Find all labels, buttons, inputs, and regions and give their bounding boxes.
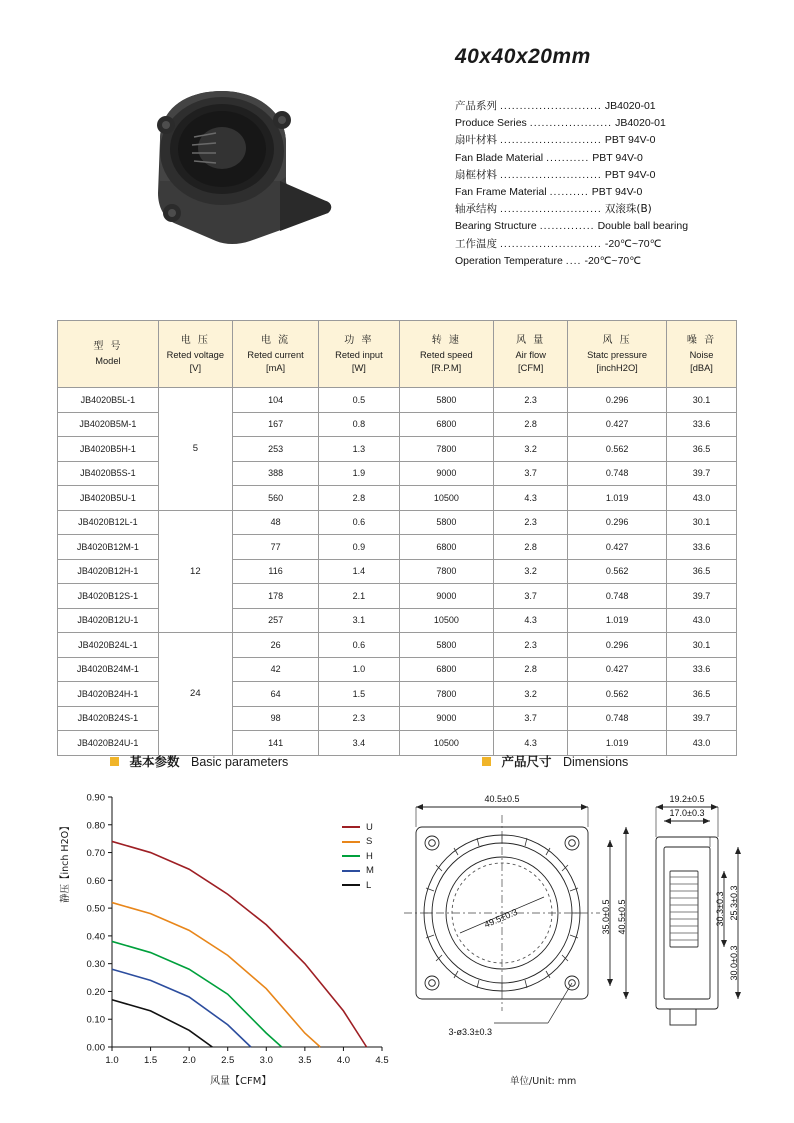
cell-speed: 6800 bbox=[399, 657, 494, 682]
cell-current: 560 bbox=[232, 486, 318, 511]
cell-pressure: 1.019 bbox=[568, 608, 667, 633]
spec-label: 扇叶材料 bbox=[455, 134, 497, 147]
cell-current: 77 bbox=[232, 535, 318, 560]
cell-current: 178 bbox=[232, 584, 318, 609]
spec-row bbox=[455, 184, 688, 201]
col-pressure-en: Statc pressure bbox=[587, 349, 648, 360]
cell-pressure: 1.019 bbox=[568, 731, 667, 756]
cell-noise: 39.7 bbox=[666, 461, 736, 486]
cell-current: 48 bbox=[232, 510, 318, 535]
spec-list bbox=[455, 98, 688, 270]
legend-line-icon bbox=[342, 884, 360, 886]
table-row bbox=[58, 388, 737, 413]
cell-voltage: 12 bbox=[158, 510, 232, 633]
dim-front-width: 40.5±0.5 bbox=[484, 794, 520, 804]
spec-value: PBT 94V-0 bbox=[604, 168, 656, 181]
dimension-drawings bbox=[398, 785, 748, 1095]
cell-airflow: 2.8 bbox=[494, 657, 568, 682]
col-noise bbox=[666, 321, 736, 388]
chart-x-tick: 4.0 bbox=[336, 1055, 351, 1066]
cell-current: 42 bbox=[232, 657, 318, 682]
cell-current: 104 bbox=[232, 388, 318, 413]
table-row bbox=[58, 510, 737, 535]
chart-x-tick: 4.5 bbox=[375, 1055, 389, 1066]
col-input-en: Reted input bbox=[335, 349, 383, 360]
chart-x-axis-label: 风量【CFM】 bbox=[210, 1076, 272, 1087]
chart-series-M bbox=[112, 969, 251, 1047]
dim-side-width-inner: 17.0±0.3 bbox=[669, 808, 705, 818]
cell-model: JB4020B24L-1 bbox=[58, 633, 159, 658]
cell-pressure: 0.748 bbox=[568, 461, 667, 486]
cell-input: 0.8 bbox=[319, 412, 399, 437]
spec-dots: .... bbox=[565, 254, 582, 267]
chart-x-tick: 3.5 bbox=[298, 1055, 312, 1066]
cell-noise: 36.5 bbox=[666, 437, 736, 462]
cell-model: JB4020B12H-1 bbox=[58, 559, 159, 584]
cell-model: JB4020B5L-1 bbox=[58, 388, 159, 413]
cell-model: JB4020B12U-1 bbox=[58, 608, 159, 633]
cell-noise: 30.1 bbox=[666, 510, 736, 535]
legend-line-icon bbox=[342, 826, 360, 828]
col-speed bbox=[399, 321, 494, 388]
cell-pressure: 0.562 bbox=[568, 437, 667, 462]
col-speed-unit: [R.P.M] bbox=[431, 362, 462, 373]
col-noise-en: Noise bbox=[689, 349, 714, 360]
chart-series-L bbox=[112, 1000, 212, 1047]
cell-model: JB4020B12L-1 bbox=[58, 510, 159, 535]
page-title: 40x40x20mm bbox=[455, 45, 591, 68]
spec-value: Double ball bearing bbox=[597, 220, 689, 233]
spec-row bbox=[455, 253, 688, 270]
cell-pressure: 0.562 bbox=[568, 559, 667, 584]
col-voltage-unit: [V] bbox=[189, 362, 202, 373]
chart-y-axis-label: 静压【inch H2O】 bbox=[60, 821, 71, 903]
cell-input: 2.8 bbox=[319, 486, 399, 511]
dim-front-height-inner: 35.0±0.5 bbox=[601, 899, 611, 935]
cell-noise: 39.7 bbox=[666, 584, 736, 609]
cell-speed: 10500 bbox=[399, 731, 494, 756]
cell-noise: 43.0 bbox=[666, 486, 736, 511]
cell-speed: 9000 bbox=[399, 584, 494, 609]
legend-label: U bbox=[366, 821, 373, 833]
cell-pressure: 0.748 bbox=[568, 706, 667, 731]
cell-noise: 33.6 bbox=[666, 535, 736, 560]
cell-voltage: 5 bbox=[158, 388, 232, 511]
spec-row bbox=[455, 98, 688, 115]
chart-x-tick: 2.5 bbox=[221, 1055, 235, 1066]
chart-y-tick: 0.50 bbox=[86, 903, 105, 915]
cell-airflow: 2.3 bbox=[494, 388, 568, 413]
col-airflow-en: Air flow bbox=[515, 349, 546, 360]
specification-table bbox=[57, 320, 737, 756]
spec-dots: .......................... bbox=[500, 237, 602, 250]
cell-airflow: 3.2 bbox=[494, 682, 568, 707]
dim-side-width-outer: 19.2±0.5 bbox=[669, 794, 705, 804]
cell-input: 1.3 bbox=[319, 437, 399, 462]
performance-chart bbox=[60, 785, 400, 1095]
spec-row bbox=[455, 218, 688, 235]
chart-y-tick: 0.70 bbox=[86, 848, 105, 860]
cell-speed: 5800 bbox=[399, 510, 494, 535]
col-model-cn: 型 号 bbox=[93, 341, 123, 352]
spec-row bbox=[455, 167, 688, 184]
chart-y-tick: 0.10 bbox=[86, 1014, 105, 1026]
cell-speed: 5800 bbox=[399, 633, 494, 658]
section-title-en: Basic parameters bbox=[190, 755, 289, 769]
cell-airflow: 3.7 bbox=[494, 461, 568, 486]
cell-airflow: 2.8 bbox=[494, 412, 568, 437]
cell-noise: 43.0 bbox=[666, 731, 736, 756]
cell-airflow: 4.3 bbox=[494, 731, 568, 756]
bullet-square-icon bbox=[482, 757, 491, 766]
spec-label: 扇框材料 bbox=[455, 168, 497, 181]
chart-y-tick: 0.20 bbox=[86, 986, 105, 998]
legend-label: M bbox=[366, 865, 374, 877]
cell-input: 1.9 bbox=[319, 461, 399, 486]
chart-y-tick: 0.80 bbox=[86, 820, 105, 832]
chart-y-tick: 0.90 bbox=[86, 792, 105, 804]
legend-item-L bbox=[342, 878, 374, 893]
cell-input: 0.6 bbox=[319, 510, 399, 535]
dim-side-h3: 30.0±0.3 bbox=[729, 945, 739, 981]
cell-model: JB4020B5M-1 bbox=[58, 412, 159, 437]
spec-dots: .......................... bbox=[500, 168, 602, 181]
section-title-en: Dimensions bbox=[562, 755, 629, 769]
spec-label: Fan Blade Material bbox=[455, 151, 544, 164]
spec-dots: .......................... bbox=[500, 100, 602, 112]
cell-input: 3.1 bbox=[319, 608, 399, 633]
col-voltage-cn: 电 压 bbox=[180, 334, 210, 346]
legend-label: L bbox=[366, 879, 372, 891]
cell-model: JB4020B24S-1 bbox=[58, 706, 159, 731]
cell-noise: 36.5 bbox=[666, 682, 736, 707]
cell-airflow: 4.3 bbox=[494, 486, 568, 511]
chart-series-U bbox=[112, 841, 367, 1047]
legend-item-S bbox=[342, 835, 374, 850]
col-model bbox=[58, 321, 159, 388]
cell-input: 3.4 bbox=[319, 731, 399, 756]
chart-y-tick: 0.00 bbox=[86, 1042, 105, 1054]
bullet-square-icon bbox=[110, 757, 119, 766]
cell-input: 1.0 bbox=[319, 657, 399, 682]
spec-row bbox=[455, 201, 688, 218]
col-noise-cn: 噪 音 bbox=[686, 334, 717, 346]
cell-speed: 7800 bbox=[399, 437, 494, 462]
cell-current: 98 bbox=[232, 706, 318, 731]
col-airflow bbox=[494, 321, 568, 388]
chart-legend bbox=[342, 820, 374, 893]
chart-series-S bbox=[112, 903, 320, 1047]
spec-value: PBT 94V-0 bbox=[592, 151, 643, 164]
cell-model: JB4020B24M-1 bbox=[58, 657, 159, 682]
spec-row bbox=[455, 236, 688, 253]
cell-airflow: 2.8 bbox=[494, 535, 568, 560]
cell-current: 388 bbox=[232, 461, 318, 486]
section-heading-basic-parameters bbox=[110, 752, 288, 770]
cell-noise: 39.7 bbox=[666, 706, 736, 731]
spec-dots: .............. bbox=[539, 220, 595, 233]
cell-airflow: 3.2 bbox=[494, 559, 568, 584]
dim-impeller-diameter: 49.5±0.3 bbox=[482, 906, 519, 930]
col-current bbox=[232, 321, 318, 388]
chart-y-tick: 0.60 bbox=[86, 875, 105, 887]
cell-speed: 10500 bbox=[399, 486, 494, 511]
spec-dots: .......................... bbox=[500, 134, 602, 147]
spec-row bbox=[455, 132, 688, 149]
product-image bbox=[130, 85, 345, 265]
spec-label: Bearing Structure bbox=[455, 220, 537, 233]
cell-input: 2.1 bbox=[319, 584, 399, 609]
col-voltage-en: Reted voltage bbox=[166, 349, 225, 360]
col-current-unit: [mA] bbox=[266, 362, 286, 373]
cell-model: JB4020B24H-1 bbox=[58, 682, 159, 707]
col-input-cn: 功 率 bbox=[344, 334, 374, 346]
cell-noise: 36.5 bbox=[666, 559, 736, 584]
cell-noise: 33.6 bbox=[666, 412, 736, 437]
col-current-cn: 电 流 bbox=[260, 334, 291, 346]
cell-current: 141 bbox=[232, 731, 318, 756]
legend-item-U bbox=[342, 820, 374, 835]
cell-model: JB4020B5U-1 bbox=[58, 486, 159, 511]
col-voltage bbox=[158, 321, 232, 388]
cell-airflow: 4.3 bbox=[494, 608, 568, 633]
spec-value: -20℃~70℃ bbox=[584, 254, 642, 267]
cell-airflow: 2.3 bbox=[494, 510, 568, 535]
spec-value: PBT 94V-0 bbox=[591, 186, 643, 199]
cell-current: 253 bbox=[232, 437, 318, 462]
col-noise-unit: [dBA] bbox=[690, 362, 713, 373]
cell-airflow: 3.7 bbox=[494, 584, 568, 609]
chart-y-tick: 0.30 bbox=[86, 959, 105, 971]
legend-line-icon bbox=[342, 870, 360, 872]
cell-pressure: 0.427 bbox=[568, 657, 667, 682]
cell-input: 2.3 bbox=[319, 706, 399, 731]
cell-model: JB4020B24U-1 bbox=[58, 731, 159, 756]
cell-noise: 30.1 bbox=[666, 633, 736, 658]
col-input bbox=[319, 321, 399, 388]
spec-value: JB4020-01 bbox=[604, 100, 656, 112]
col-pressure bbox=[568, 321, 667, 388]
table-row bbox=[58, 633, 737, 658]
spec-label: Fan Frame Material bbox=[455, 186, 547, 199]
cell-input: 1.5 bbox=[319, 682, 399, 707]
cell-voltage: 24 bbox=[158, 633, 232, 756]
cell-airflow: 2.3 bbox=[494, 633, 568, 658]
cell-input: 0.9 bbox=[319, 535, 399, 560]
cell-noise: 30.1 bbox=[666, 388, 736, 413]
chart-x-tick: 1.0 bbox=[105, 1055, 119, 1066]
cell-speed: 6800 bbox=[399, 412, 494, 437]
col-input-unit: [W] bbox=[351, 362, 366, 373]
legend-item-M bbox=[342, 864, 374, 879]
spec-label: Operation Temperature bbox=[455, 254, 563, 267]
cell-input: 0.6 bbox=[319, 633, 399, 658]
cell-pressure: 0.296 bbox=[568, 633, 667, 658]
chart-series-H bbox=[112, 941, 282, 1047]
cell-airflow: 3.7 bbox=[494, 706, 568, 731]
cell-speed: 7800 bbox=[399, 682, 494, 707]
spec-label: 产品系列 bbox=[455, 100, 497, 112]
spec-row bbox=[455, 115, 688, 132]
chart-x-tick: 1.5 bbox=[143, 1055, 158, 1066]
spec-label: 工作温度 bbox=[455, 237, 497, 250]
spec-dots: .......................... bbox=[500, 203, 602, 216]
cell-model: JB4020B12S-1 bbox=[58, 584, 159, 609]
spec-value: 双滚珠(B) bbox=[604, 203, 652, 216]
cell-pressure: 0.427 bbox=[568, 412, 667, 437]
cell-speed: 5800 bbox=[399, 388, 494, 413]
cell-airflow: 3.2 bbox=[494, 437, 568, 462]
spec-dots: .......... bbox=[549, 186, 589, 199]
cell-input: 1.4 bbox=[319, 559, 399, 584]
col-airflow-cn: 风 量 bbox=[516, 334, 546, 346]
unit-note: 单位/Unit: mm bbox=[510, 1076, 577, 1087]
cell-model: JB4020B12M-1 bbox=[58, 535, 159, 560]
chart-y-tick: 0.40 bbox=[86, 931, 105, 943]
spec-row bbox=[455, 150, 688, 167]
cell-speed: 6800 bbox=[399, 535, 494, 560]
cell-current: 167 bbox=[232, 412, 318, 437]
section-heading-dimensions bbox=[482, 752, 628, 770]
spec-value: PBT 94V-0 bbox=[604, 134, 656, 147]
cell-pressure: 0.296 bbox=[568, 510, 667, 535]
cell-pressure: 0.562 bbox=[568, 682, 667, 707]
cell-speed: 9000 bbox=[399, 461, 494, 486]
cell-current: 116 bbox=[232, 559, 318, 584]
spec-dots: ..................... bbox=[529, 117, 613, 130]
cell-model: JB4020B5S-1 bbox=[58, 461, 159, 486]
col-speed-cn: 转 速 bbox=[431, 334, 461, 346]
col-model-en: Model bbox=[95, 356, 121, 366]
cell-current: 257 bbox=[232, 608, 318, 633]
cell-speed: 9000 bbox=[399, 706, 494, 731]
spec-value: -20℃~70℃ bbox=[604, 237, 662, 250]
cell-pressure: 0.296 bbox=[568, 388, 667, 413]
dim-hole-spec: 3-ø3.3±0.3 bbox=[448, 1027, 492, 1037]
section-title-cn: 基本参数 bbox=[129, 754, 180, 769]
chart-x-tick: 2.0 bbox=[182, 1055, 196, 1066]
cell-noise: 33.6 bbox=[666, 657, 736, 682]
cell-input: 0.5 bbox=[319, 388, 399, 413]
cell-model: JB4020B5H-1 bbox=[58, 437, 159, 462]
cell-current: 26 bbox=[232, 633, 318, 658]
legend-item-H bbox=[342, 849, 374, 864]
cell-current: 64 bbox=[232, 682, 318, 707]
section-title-cn: 产品尺寸 bbox=[501, 754, 552, 769]
legend-line-icon bbox=[342, 841, 360, 843]
cell-pressure: 1.019 bbox=[568, 486, 667, 511]
legend-line-icon bbox=[342, 855, 360, 857]
spec-dots: ........... bbox=[546, 151, 590, 164]
cell-speed: 7800 bbox=[399, 559, 494, 584]
dim-front-height-outer: 40.5±0.5 bbox=[617, 899, 627, 935]
col-airflow-unit: [CFM] bbox=[518, 362, 544, 373]
dim-side-h1: 30.3±0.3 bbox=[715, 891, 725, 927]
spec-label: 轴承结构 bbox=[455, 203, 497, 216]
col-current-en: Reted current bbox=[247, 349, 304, 360]
col-speed-en: Reted speed bbox=[419, 349, 473, 360]
col-pressure-cn: 风 压 bbox=[602, 334, 632, 346]
dim-side-h2: 25.3±0.3 bbox=[729, 885, 739, 921]
legend-label: H bbox=[366, 850, 373, 862]
cell-speed: 10500 bbox=[399, 608, 494, 633]
cell-noise: 43.0 bbox=[666, 608, 736, 633]
legend-label: S bbox=[366, 836, 373, 848]
cell-pressure: 0.748 bbox=[568, 584, 667, 609]
spec-label: Produce Series bbox=[455, 117, 527, 130]
table-header-row bbox=[58, 321, 737, 388]
col-pressure-unit: [inchH2O] bbox=[596, 362, 638, 373]
chart-x-tick: 3.0 bbox=[259, 1055, 273, 1066]
cell-pressure: 0.427 bbox=[568, 535, 667, 560]
spec-value: JB4020-01 bbox=[615, 117, 666, 130]
